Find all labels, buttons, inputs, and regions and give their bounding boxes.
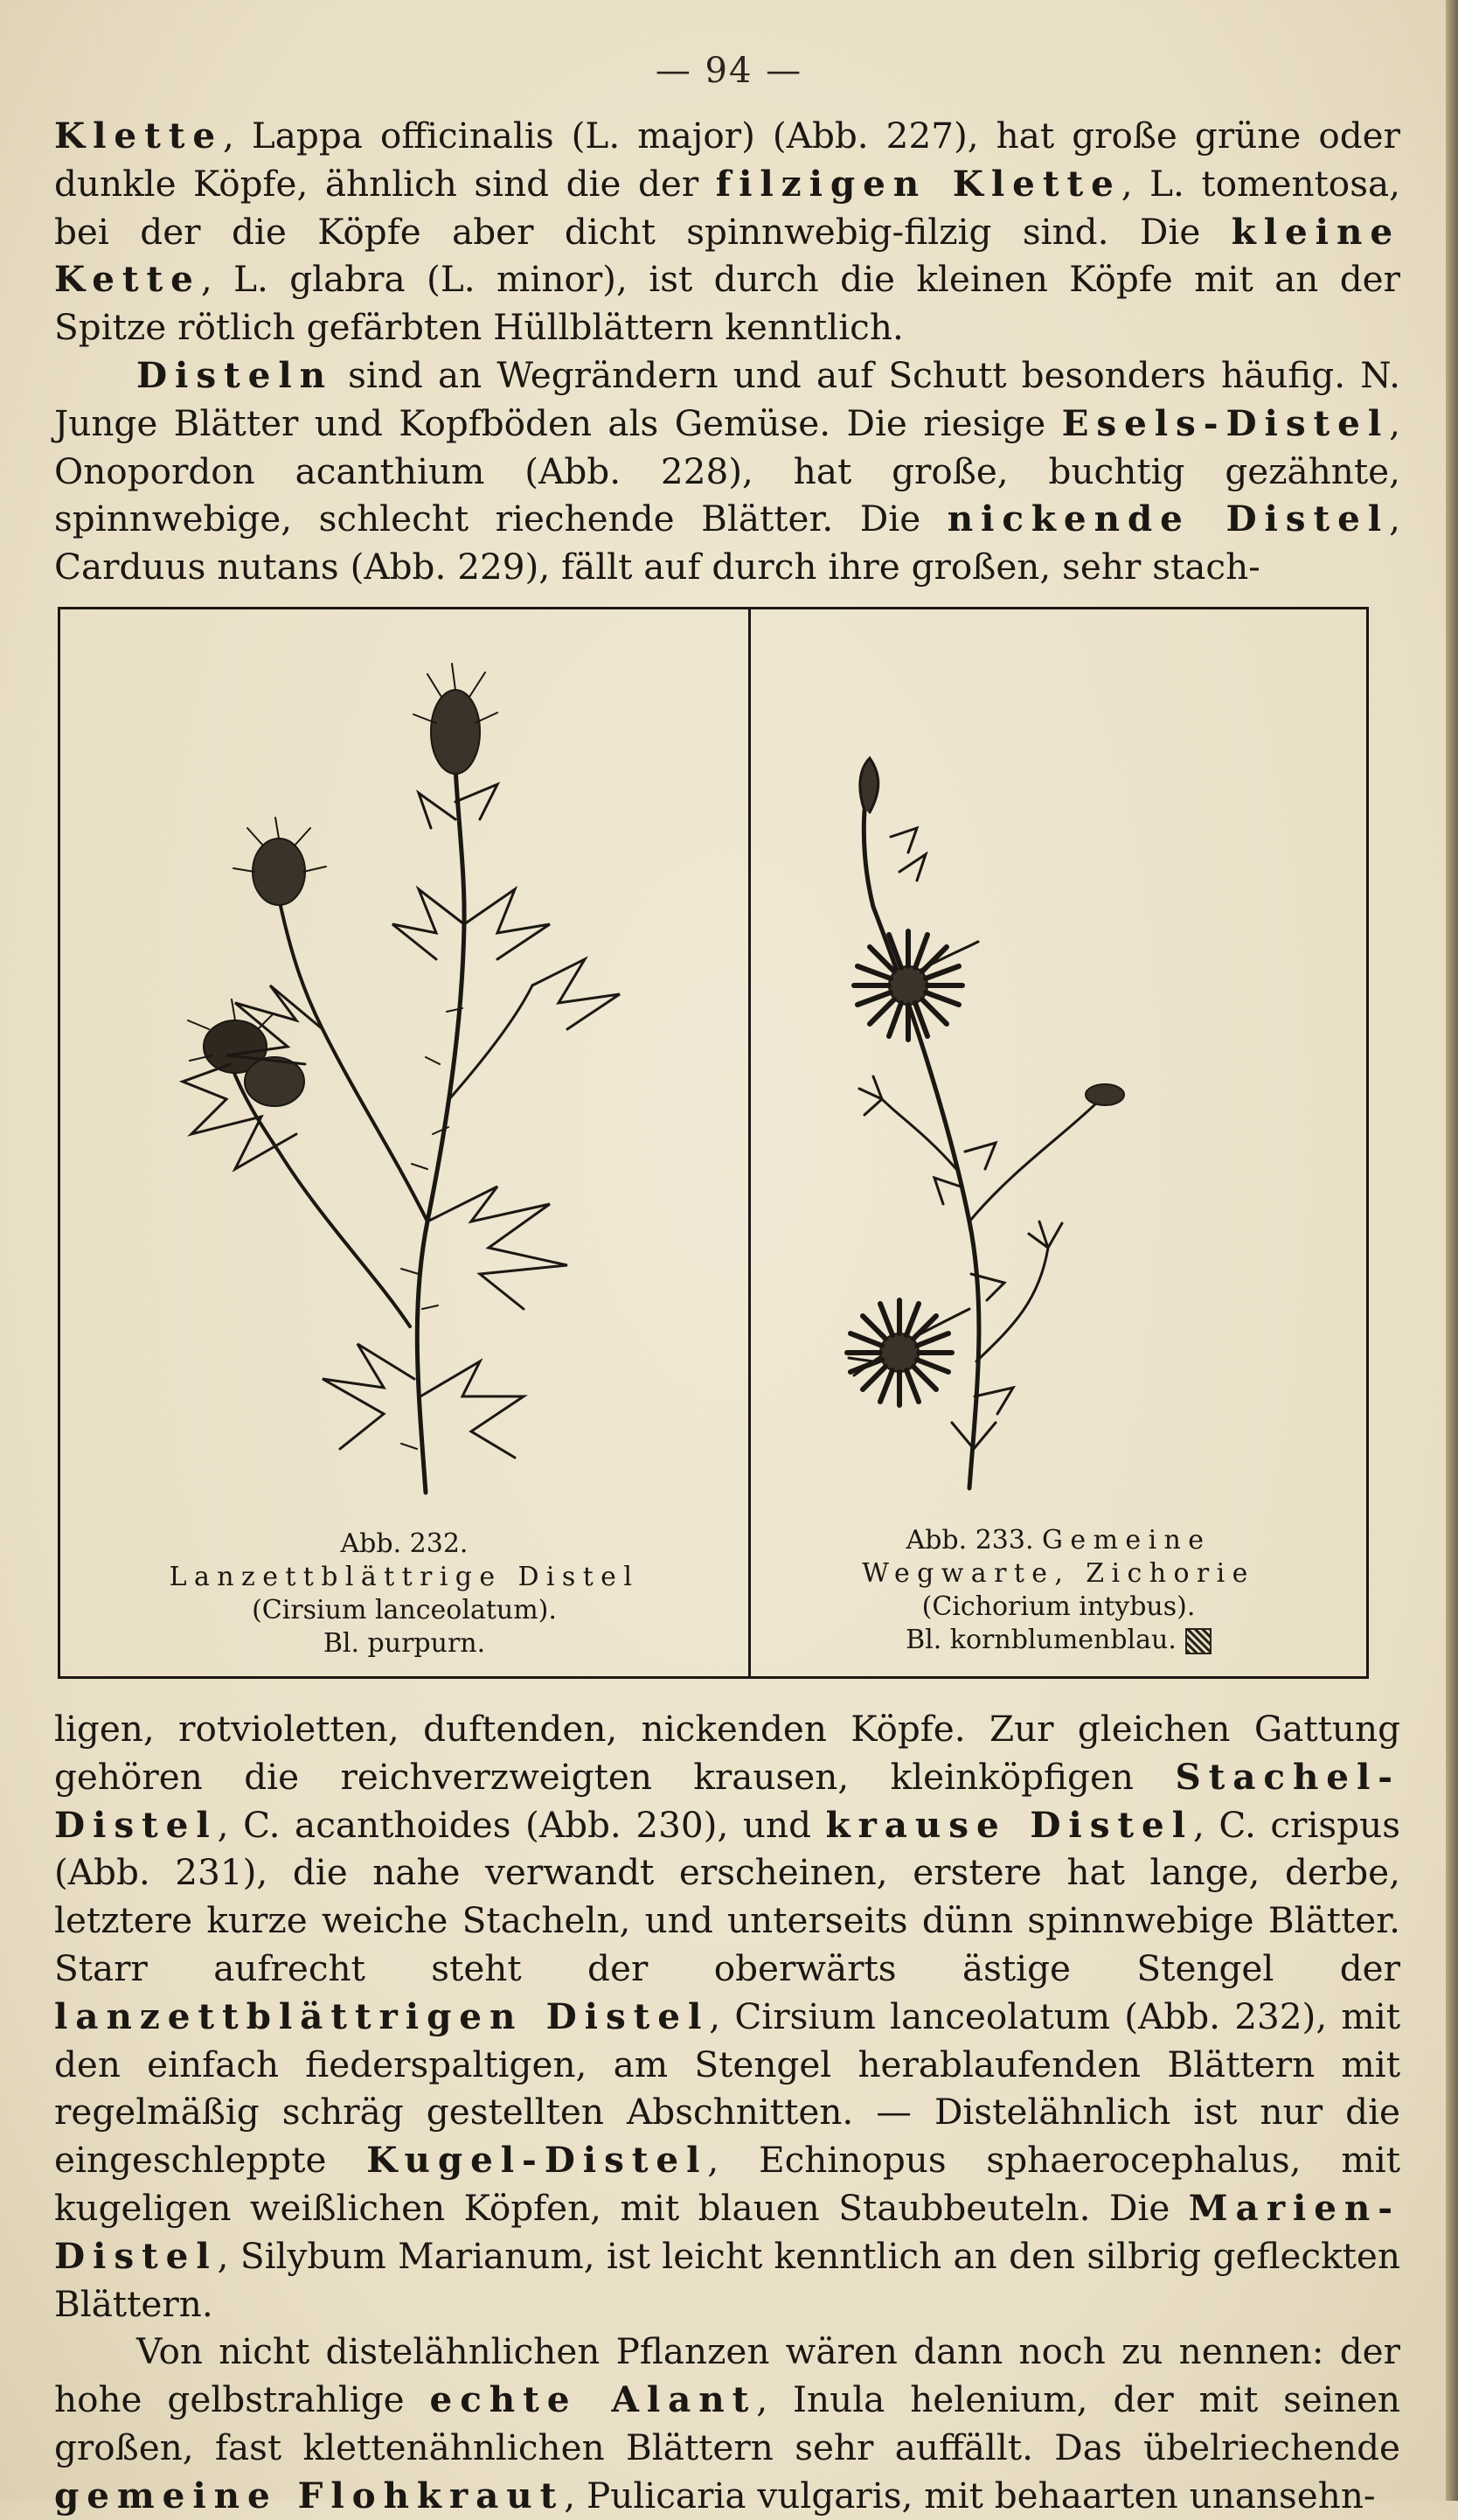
emphasized-term: filzigen Klette	[715, 162, 1121, 205]
emphasized-term: Marien-Distel	[54, 2186, 1400, 2277]
emphasized-term: Kugel-Distel	[366, 2139, 708, 2182]
emphasized-term: kleine Kette	[54, 210, 1400, 301]
text-run: , Cirsium lanceolatum (Abb. 232), mit den einfach fiederspaltigen, am Stengel herablaufenden Blättern mit regelmäßig schräg gestellten Abschnitten. — Distelähnlich ist nur die eingeschleppte	[54, 1994, 1400, 2182]
figure-frame	[58, 607, 1369, 1679]
emphasized-term: Stachel-Distel	[54, 1755, 1400, 1846]
caption-latin: (Cirsium lanceolatum).	[252, 1595, 557, 1625]
text-run: , Pulicaria vulgaris, mit behaarten unansehn-	[564, 2474, 1376, 2517]
figure-abb-232	[60, 609, 748, 1676]
text-run: , L. glabra (L. minor), ist durch die kleinen Köpfe mit an der Spitze rötlich gefärbten Hüllblättern kenntlich.	[54, 258, 1400, 349]
page-edge	[1446, 0, 1458, 2501]
text-run: , C. acanthoides (Abb. 230), und	[217, 1803, 826, 1846]
text-run: , Echinopus sphaerocephalus, mit kugeligen weißlichen Köpfen, mit blauen Staubbeuteln. Die	[54, 2139, 1400, 2229]
text-run: sind an Wegrändern und auf Schutt besonders häufig. N. Junge Blätter und Kopfböden als Gemüse. Die riesige	[54, 353, 1400, 444]
emphasized-term: Klette	[54, 115, 223, 157]
paragraph	[54, 112, 1400, 352]
emphasized-term: gemeine Flohkraut	[54, 2474, 565, 2517]
figure-abb-233	[751, 609, 1366, 1676]
emphasized-term: echte Alant	[429, 2378, 757, 2421]
caption-color-note: Bl. kornblumenblau.	[906, 1625, 1177, 1655]
emphasized-term: Disteln	[136, 353, 333, 396]
page-number: — 94 —	[655, 51, 803, 91]
caption-color-note: Bl. purpurn.	[323, 1628, 486, 1659]
caption-name-line1: Gemeine	[1042, 1525, 1212, 1556]
emphasized-term: lanzettblättrigen Distel	[54, 1994, 710, 2037]
caption-number: Abb. 233.	[906, 1525, 1034, 1556]
caption-number: Abb. 232.	[340, 1528, 469, 1559]
caption-abb-232	[60, 1528, 748, 1660]
text-run: , L. tomentosa, bei der die Köpfe aber dicht spinnwebig-filzig sind. Die	[54, 162, 1400, 253]
emphasized-term: Esels-Distel	[1061, 401, 1390, 444]
text-run: ligen, rotvioletten, duftenden, nickenden Köpfe. Zur gleichen Gattung gehören die reichverzweigten krausen, kleinköpfigen	[54, 1708, 1400, 1798]
caption-name-line2: Wegwarte, Zichorie	[862, 1558, 1255, 1589]
paragraph	[54, 1705, 1400, 2328]
printer-mark-icon	[1185, 1628, 1212, 1654]
chicory-illustration	[751, 609, 1366, 1519]
emphasized-term: nickende Distel	[947, 498, 1390, 540]
text-run: , Silybum Marianum, ist leicht kenntlich an den silbrig gefleckten Blättern.	[54, 2234, 1400, 2325]
text-run: , Inula helenium, der mit seinen großen, fast klettenähnlichen Blättern sehr auffällt. Das übelriechende	[54, 2378, 1400, 2468]
thistle-illustration	[60, 609, 748, 1519]
text-run: , Carduus nutans (Abb. 229), fällt auf durch ihre großen, sehr stach-	[54, 498, 1400, 588]
emphasized-term: krause Distel	[825, 1803, 1193, 1846]
text-run: , Onopordon acanthium (Abb. 228), hat große, buchtig gezähnte, spinnwebige, schlecht riechende Blätter. Die	[54, 401, 1400, 540]
bottom-text-block	[54, 1705, 1400, 2520]
caption-abb-233	[751, 1524, 1366, 1657]
top-text-block	[54, 112, 1400, 591]
caption-latin: (Cichorium intybus).	[921, 1591, 1196, 1622]
text-run: , C. crispus (Abb. 231), die nahe verwandt erscheinen, erstere hat lange, derbe, letztere kurze weiche Stacheln, und unterseits dünn spinnwebige Blätter. Starr aufrecht steht der oberwärts ästige Stengel der	[54, 1803, 1400, 1989]
paragraph	[54, 352, 1400, 591]
text-run: Von nicht distelähnlichen Pflanzen wären dann noch zu nennen: der hohe gelbstrahlige	[54, 2330, 1400, 2421]
caption-name: Lanzettblättrige Distel	[169, 1562, 640, 1592]
paragraph	[54, 2328, 1400, 2519]
text-run: , Lappa officinalis (L. major) (Abb. 227), hat große grüne oder dunkle Köpfe, ähnlich sind die der	[54, 115, 1400, 205]
